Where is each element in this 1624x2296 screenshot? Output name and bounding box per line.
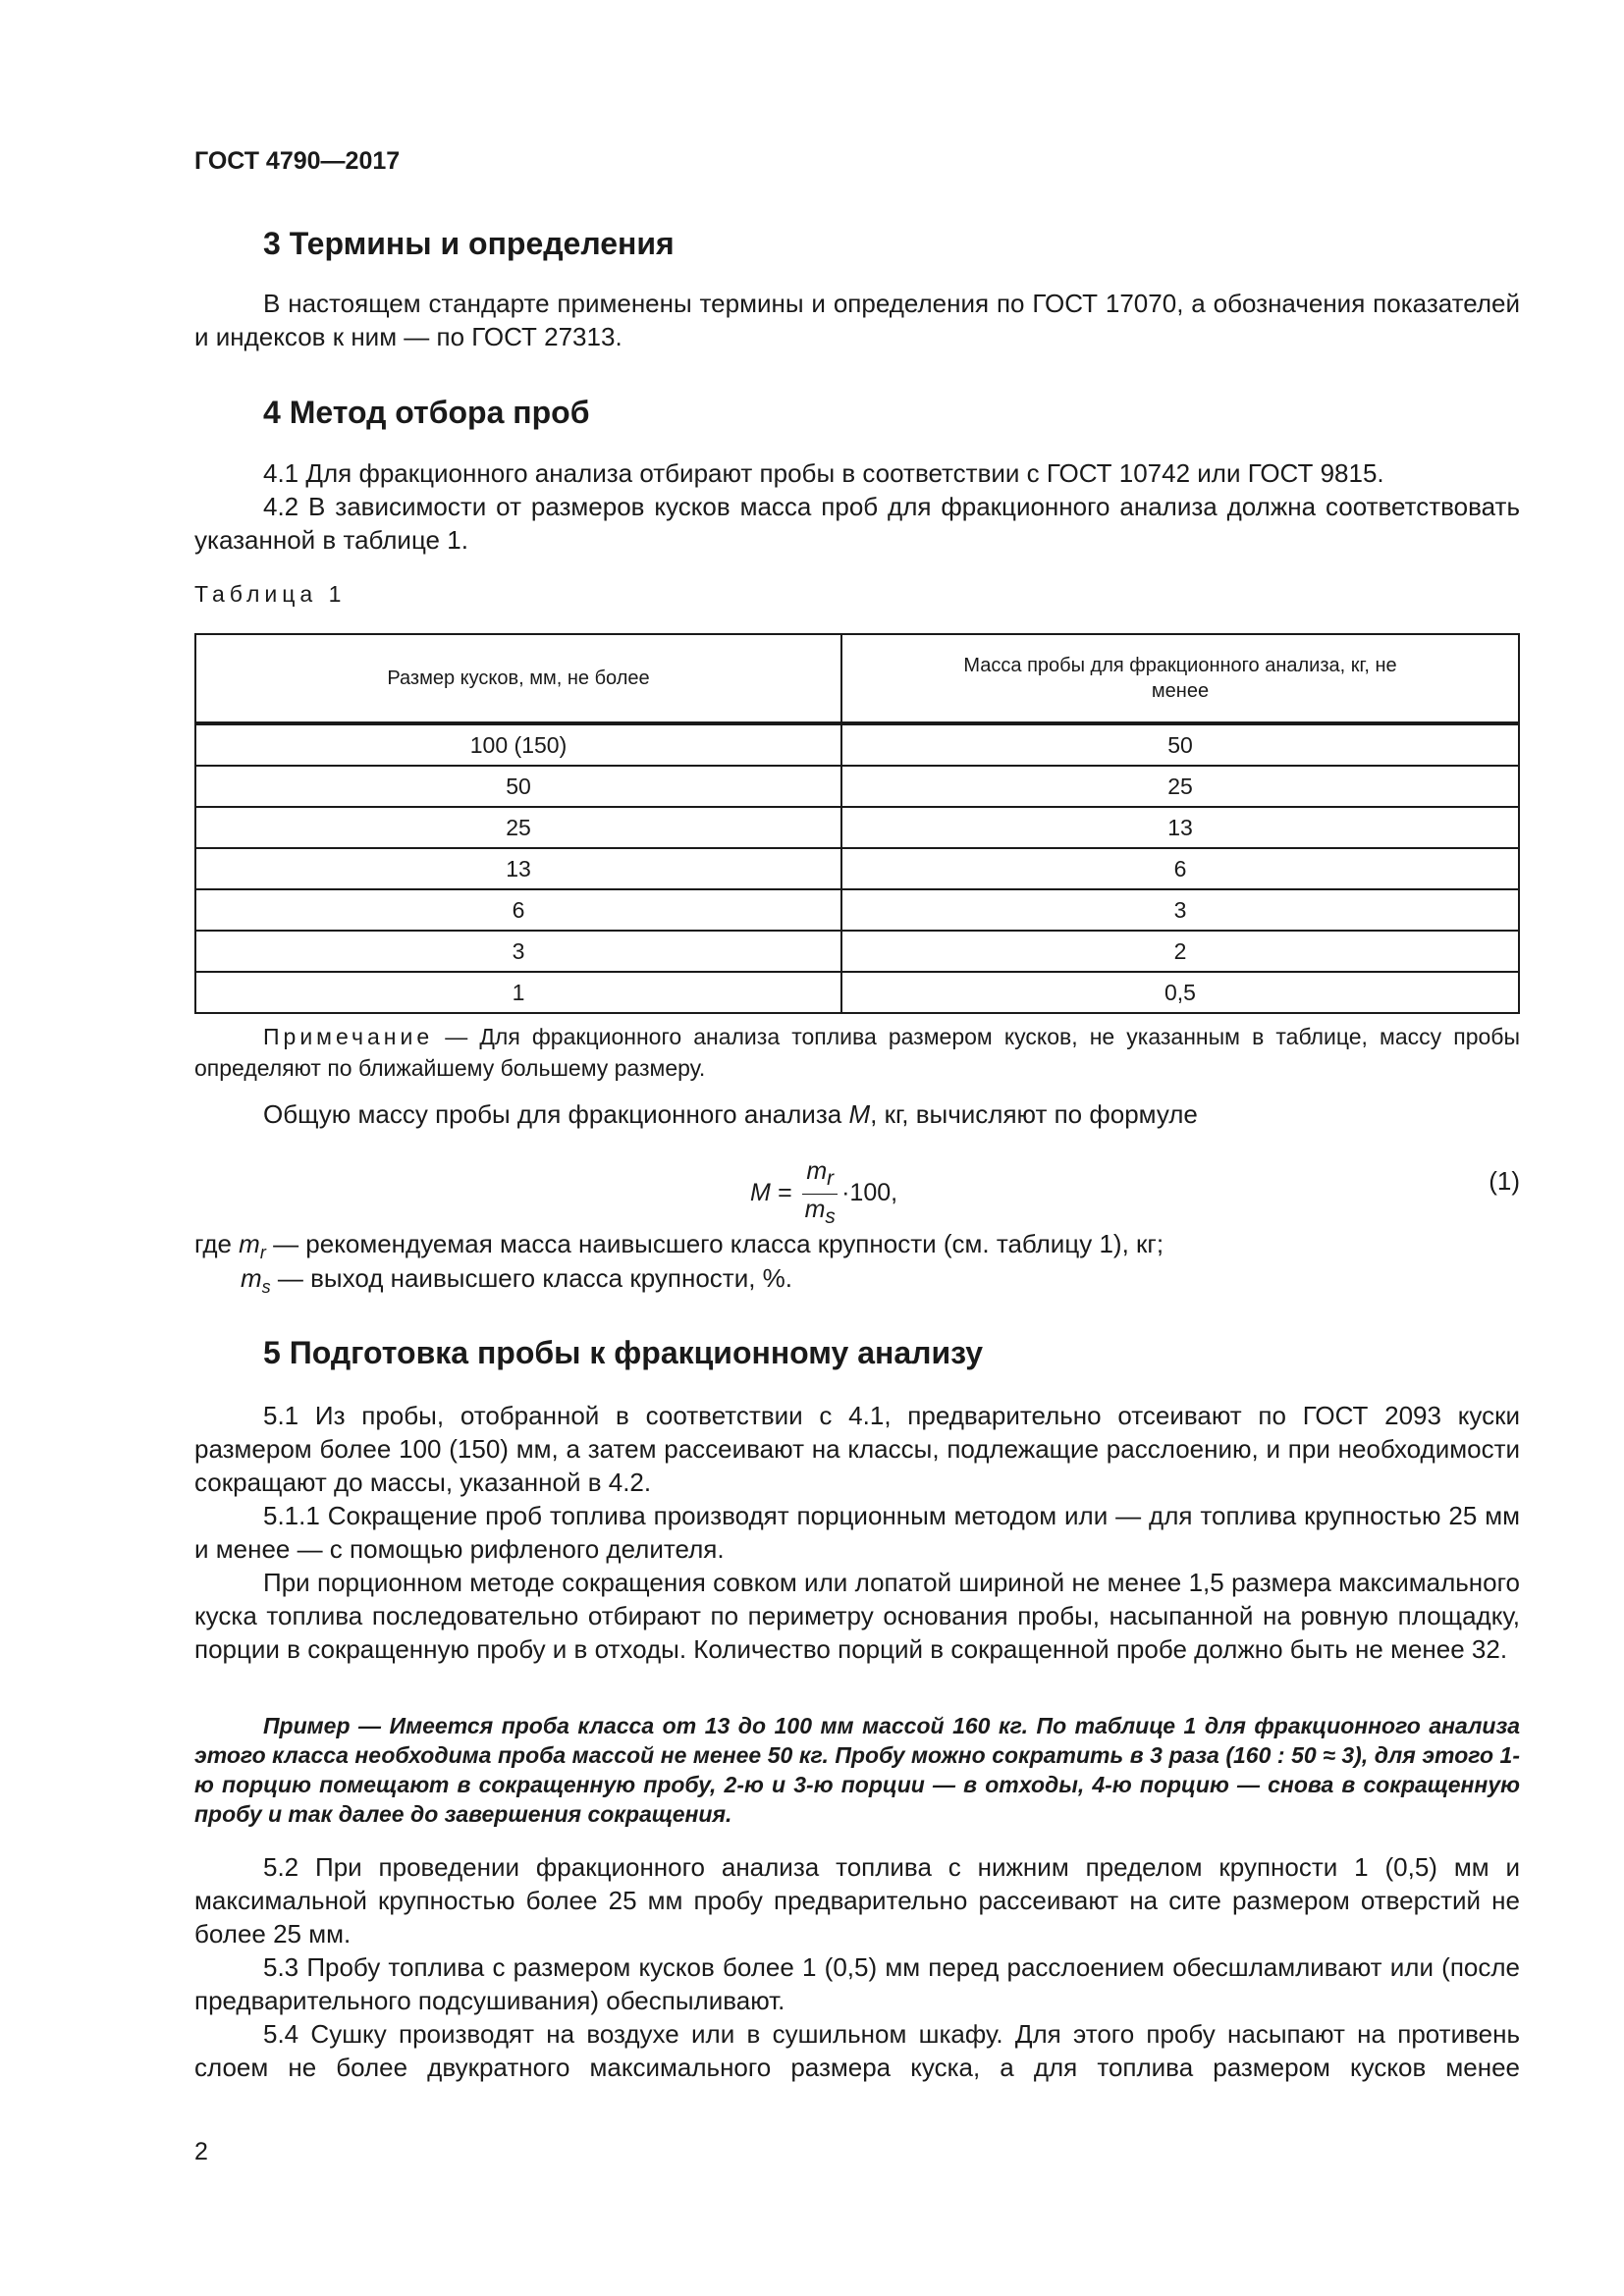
paragraph-5-1-1: 5.1.1 Сокращение проб топлива производят порционным методом или — для топлива крупностью 25 мм и менее — с помощью рифленого делителя. <box>194 1501 1520 1564</box>
formula-1 <box>750 1156 897 1232</box>
where-2-var: m <box>241 1263 262 1293</box>
section-4-title: 4 Метод отбора проб <box>263 395 590 430</box>
table-header-mass-text: Масса пробы для фракционного анализа, кг, не менее <box>963 655 1397 702</box>
cell-mass: 6 <box>841 848 1519 889</box>
cell-mass: 0,5 <box>841 972 1519 1013</box>
example-block: Пример — Имеется проба класса от 13 до 100 мм массой 160 кг. По таблице 1 для фракционного анализа этого класса необходима проба массой не менее 50 кг. Пробу можно сократить в 3 раза (160 : 50 ≈ 3), для этого 1-ю порцию помещают в сокращенную пробу, 2-ю и 3-ю порции — в отходы, 4-ю порцию — снова в сокращенную пробу и так далее до завершения сокращения. <box>194 1713 1520 1827</box>
formula-intro-text: Общую массу пробы для фракционного анализа <box>263 1099 849 1129</box>
section-3-title: 3 Термины и определения <box>263 226 675 261</box>
where-line-2 <box>241 1261 792 1304</box>
table-1 <box>194 633 1520 1014</box>
cell-mass: 2 <box>841 931 1519 972</box>
section-5-title: 5 Подготовка пробы к фракционному анализу <box>263 1335 984 1370</box>
page-number: 2 <box>194 2138 208 2165</box>
table-header-row <box>195 634 1519 723</box>
table-header-mass <box>841 634 1519 723</box>
numerator-var: m <box>806 1157 828 1185</box>
denominator-var: m <box>804 1196 826 1223</box>
formula-intro-tail: , кг, вычисляют по формуле <box>870 1099 1198 1129</box>
formula-rest: ·100, <box>841 1179 898 1207</box>
where-1-text: — рекомендуемая масса наивысшего класса крупности (см. таблицу 1), кг; <box>265 1229 1164 1258</box>
denominator-sub: s <box>825 1205 836 1228</box>
section-3-text: В настоящем стандарте применены термины и определения по ГОСТ 17070, а обозначения показателей и индексов к ним — по ГОСТ 27313. <box>194 289 1520 351</box>
table-caption: Таблица 1 <box>194 581 347 607</box>
cell-size: 13 <box>195 848 841 889</box>
running-head: ГОСТ 4790—2017 <box>194 147 401 175</box>
formula-numerator <box>802 1156 838 1195</box>
cell-size: 3 <box>195 931 841 972</box>
cell-size: 25 <box>195 807 841 848</box>
cell-mass: 13 <box>841 807 1519 848</box>
table-row <box>195 848 1519 889</box>
paragraph-4-2: 4.2 В зависимости от размеров кусков масса проб для фракционного анализа должна соответствовать указанной в таблице 1. <box>194 492 1520 555</box>
where-1-sub: r <box>259 1243 266 1263</box>
cell-mass: 3 <box>841 889 1519 931</box>
where-1-var: m <box>239 1229 260 1258</box>
paragraph-4-1: 4.1 Для фракционного анализа отбирают пробы в соответствии с ГОСТ 10742 или ГОСТ 9815. <box>263 458 1384 488</box>
note-text: — Для фракционного анализа топлива размером кусков, не указанным в таблице, массу пробы определяют по ближайшему большему размеру. <box>194 1024 1520 1081</box>
cell-size: 6 <box>195 889 841 931</box>
table-header-size: Размер кусков, мм, не более <box>195 634 841 723</box>
table-note <box>194 1021 1520 1084</box>
paragraph-5-1: 5.1 Из пробы, отобранной в соответствии с 4.1, предварительно отсеивают по ГОСТ 2093 куски размером более 100 (150) мм, а затем рассеивают на классы, подлежащие расслоению, и при необходимости сокращают до массы, указанной в 4.2. <box>194 1401 1520 1497</box>
cell-size: 50 <box>195 766 841 807</box>
paragraph-5-1-1-b: При порционном методе сокращения совком или лопатой шириной не менее 1,5 размера максимального куска топлива последовательно отбирают по периметру основания пробы, насыпанной на ровную площадку, порции в сокращенную пробу и в отходы. Количество порций в сокращенной пробе должно быть не менее 32. <box>194 1568 1520 1664</box>
document-page <box>194 0 1520 2296</box>
formula-number: (1) <box>1489 1166 1520 1196</box>
table-row <box>195 807 1519 848</box>
where-2-text: — выход наивысшего класса крупности, %. <box>270 1263 793 1293</box>
numerator-sub: r <box>827 1167 835 1190</box>
cell-mass: 25 <box>841 766 1519 807</box>
cell-mass: 50 <box>841 723 1519 766</box>
paragraph-5-3: 5.3 Пробу топлива с размером кусков более 1 (0,5) мм перед расслоением обесшламливают или (после предварительного подсушивания) обеспыливают. <box>194 1952 1520 2015</box>
cell-size: 100 (150) <box>195 723 841 766</box>
table-row <box>195 889 1519 931</box>
where-prefix: где <box>194 1229 240 1258</box>
table-row <box>195 766 1519 807</box>
table-row <box>195 972 1519 1013</box>
table-row <box>195 723 1519 766</box>
paragraph-5-2: 5.2 При проведении фракционного анализа топлива с нижним пределом крупности 1 (0,5) мм и максимальной крупностью более 25 мм пробу предварительно рассеивают на сите размером отверстий не более 25 мм. <box>194 1852 1520 1949</box>
formula-intro <box>194 1097 1520 1131</box>
formula-fraction <box>802 1156 838 1232</box>
where-2-sub: s <box>261 1277 271 1298</box>
table-row <box>195 931 1519 972</box>
paragraph-5-4: 5.4 Сушку производят на воздухе или в сушильном шкафу. Для этого пробу насыпают на противень слоем не более двукратного максимального размера куска, а для топлива размером кусков менее <box>194 2019 1520 2082</box>
formula-intro-variable: M <box>848 1099 871 1129</box>
formula-lhs: M = <box>750 1179 792 1207</box>
cell-size: 1 <box>195 972 841 1013</box>
note-label: Примечание <box>263 1024 434 1049</box>
